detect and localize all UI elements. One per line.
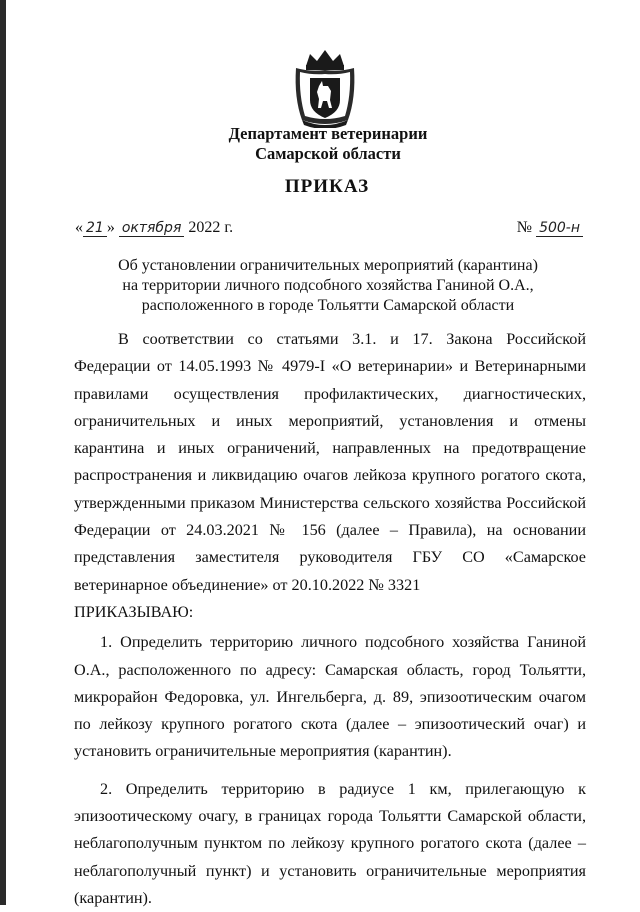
subject-line3: расположенного в городе Тольятти Самарской области — [141, 297, 515, 314]
date-month-handwritten: октября — [119, 220, 185, 237]
organization-name-line1: Департамент ветеринарии — [228, 124, 428, 143]
document-subject — [0, 256, 640, 316]
number-value-handwritten: 500-н — [536, 220, 583, 237]
number-prefix: № — [516, 219, 533, 236]
samara-coat-of-arms-icon — [292, 48, 358, 128]
order-item-2: 2. Определить территорию в радиусе 1 км, прилегающую к эпизоотическому очагу, в границах города Тольятти Самарской области, неблагополучным пунктом по лейкозу крупного рогатого скота (далее – неблагополучный пункт) и установить ограничительные мероприятия (карантин). — [74, 779, 586, 907]
document-type-title: ПРИКАЗ — [284, 176, 370, 197]
subject-line2: на территории личного подсобного хозяйства Ганиной О.А., — [122, 277, 534, 294]
document-number — [517, 219, 583, 237]
date-quote-close: » — [106, 219, 115, 236]
document-body — [74, 326, 586, 912]
subject-line1: Об установлении ограничительных мероприятий (карантина) — [118, 257, 538, 274]
order-word: ПРИКАЗЫВАЮ: — [74, 602, 194, 621]
organization-name-line2: Самарской области — [255, 144, 401, 163]
intro-paragraph: В соответствии со статьями 3.1. и 17. Закона Российской Федерации от 14.05.1993 № 4979-I «О ветеринарии» и Ветеринарными правилами осуществления профилактических, диагностических, ограничительных и иных мероприятий, установления и отмены карантина и иных ограничений, направленных на предотвращение распространения и ликвидацию очагов лейкоза крупного рогатого скота, утвержденными приказом Министерства сельского хозяйства Российской Федерации от 24.03.2021 № 156 (далее – Правила), на основании представления заместителя руководителя ГБУ СО «Самарское ветеринарное объединение» от 20.10.2022 № 3321 — [74, 330, 586, 594]
date-quote-open: « — [75, 219, 83, 236]
date-year: 2022 г. — [188, 219, 234, 236]
date-day-handwritten: 21 — [83, 220, 107, 237]
document-date — [75, 219, 233, 237]
order-item-1: 1. Определить территорию личного подсобного хозяйства Ганиной О.А., расположенного по адресу: Самарская область, город Тольятти, микрорайон Федоровка, ул. Ингельберга, д. 89, эпизоотическим очагом по лейкозу крупного рогатого скота (далее – эпизоотический очаг) и установить ограничительные мероприятия (карантин). — [74, 633, 586, 761]
